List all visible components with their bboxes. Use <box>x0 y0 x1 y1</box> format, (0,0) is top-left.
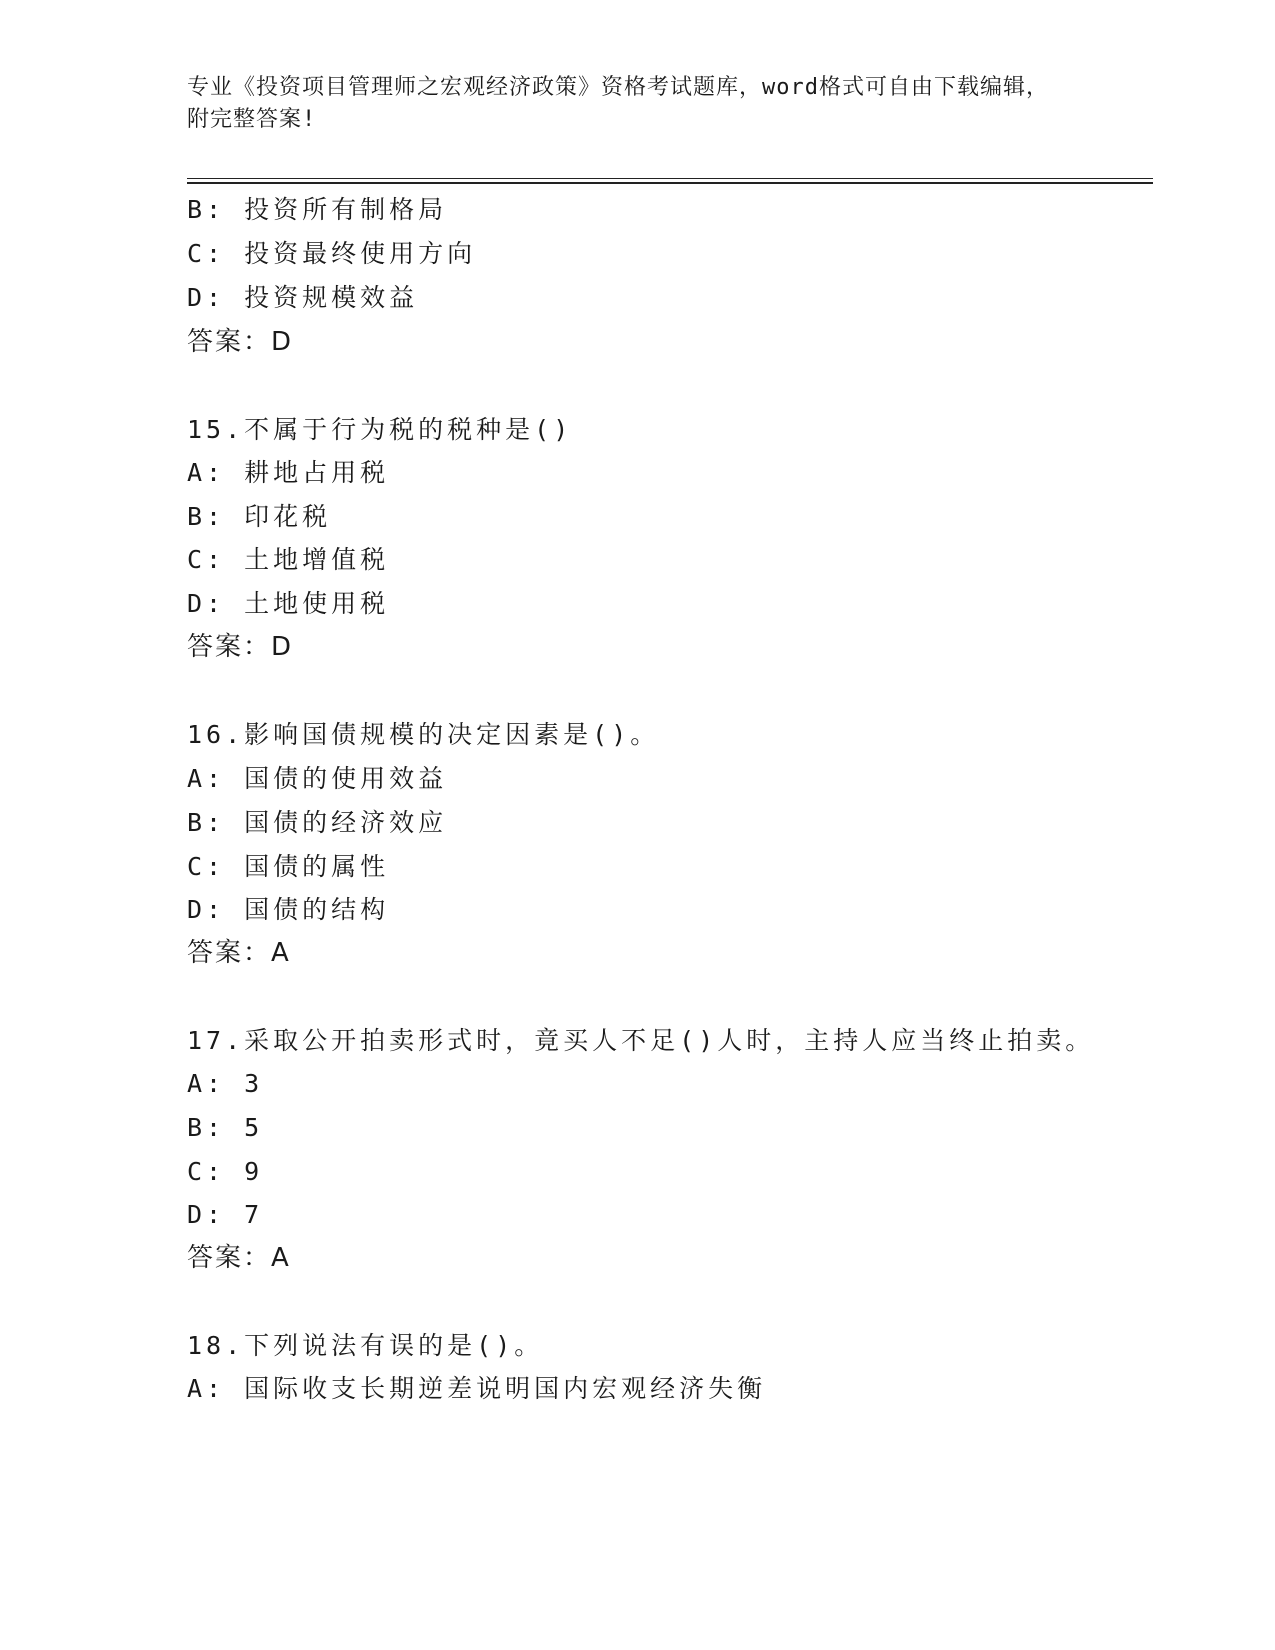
q15-option-d: D: 土地使用税 <box>187 589 390 618</box>
q17-question: 17.采取公开拍卖形式时，竟买人不足()人时，主持人应当终止拍卖。 <box>187 1026 1095 1055</box>
header-divider <box>187 178 1153 184</box>
q14-option-c: C: 投资最终使用方向 <box>187 239 477 268</box>
q15-question: 15.不属于行为税的税种是() <box>187 415 573 444</box>
q16-option-c: C: 国债的属性 <box>187 852 390 881</box>
q16-option-d: D: 国债的结构 <box>187 895 390 924</box>
q17-option-b: B: 5 <box>187 1113 264 1142</box>
q15-answer: 答案：D <box>187 632 294 662</box>
q17-option-a: A: 3 <box>187 1069 264 1098</box>
q16-question: 16.影响国债规模的决定因素是()。 <box>187 720 660 749</box>
q17-option-c: C: 9 <box>187 1157 264 1186</box>
q14-answer: 答案：D <box>187 327 294 357</box>
q14-option-b: B: 投资所有制格局 <box>187 195 448 224</box>
q15-option-a: A: 耕地占用税 <box>187 458 390 487</box>
q15-option-b: B: 印花税 <box>187 502 332 531</box>
q17-answer: 答案：A <box>187 1243 291 1273</box>
q16-option-b: B: 国债的经济效应 <box>187 808 448 837</box>
document-header: 专业《投资项目管理师之宏观经济政策》资格考试题库，word格式可自由下载编辑，附完整答案! <box>187 75 1049 132</box>
q18-question: 18.下列说法有误的是()。 <box>187 1331 544 1360</box>
q17-option-d: D: 7 <box>187 1200 264 1229</box>
q15-option-c: C: 土地增值税 <box>187 545 390 574</box>
q18-option-a: A: 国际收支长期逆差说明国内宏观经济失衡 <box>187 1374 767 1403</box>
q16-option-a: A: 国债的使用效益 <box>187 764 448 793</box>
q16-answer: 答案：A <box>187 938 291 968</box>
q14-option-d: D: 投资规模效益 <box>187 283 419 312</box>
